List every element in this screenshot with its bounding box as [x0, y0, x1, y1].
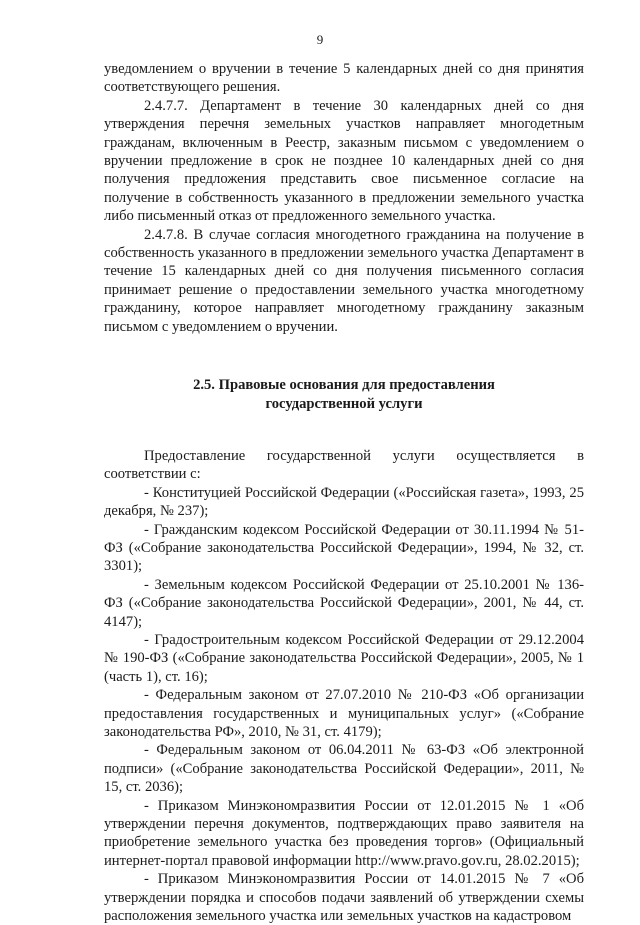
legal-basis-item-9: - Приказом Минэкономразвития России от 14.01.2015 № 7 «Об утверждении порядка и способов подачи заявлений об утверждении схемы расположения земельного участка или земельных участков на кадастровом: [104, 871, 584, 925]
section-heading-line-2: государственной услуги: [265, 395, 423, 412]
section-heading-line-1: 2.5. Правовые основания для предоставления: [193, 377, 495, 394]
legal-basis-item-5: - Градостроительным кодексом Российской Федерации от 29.12.2004 № 190-ФЗ («Собрание законодательства Российской Федерации», 2005, № 1 (часть 1), ст. 16);: [104, 631, 584, 685]
paragraph-2: 2.4.7.7. Департамент в течение 30 календарных дней со дня утверждения перечня земельных участков направляет многодетным гражданам, включенным в Реестр, заказным письмом с уведомлением о вручении предложение в срок не позднее 10 календарных дней со дня получения предложения представить свое письменное согласие на получение в собственность указанного в предложении земельного участка либо письменный отказ от предложенного земельного участка.: [104, 97, 584, 225]
spacer: [104, 336, 584, 376]
top-paragraphs: [104, 60, 584, 336]
page-number: 9: [316, 32, 324, 47]
legal-basis-item-7: - Федеральным законом от 06.04.2011 № 63-ФЗ «Об электронной подписи» («Собрание законодательства Российской Федерации», 2011, № 15, ст. 2036);: [104, 742, 584, 796]
legal-basis-list: [104, 447, 584, 925]
legal-basis-item-2: - Конституцией Российской Федерации («Российская газета», 1993, 25 декабря, № 237);: [104, 484, 584, 520]
legal-basis-item-4: - Земельным кодексом Российской Федерации от 25.10.2001 № 136-ФЗ («Собрание законодательства Российской Федерации», 2001, № 44, ст. 4147);: [104, 576, 584, 630]
document-body: [104, 60, 584, 925]
legal-basis-item-6: - Федеральным законом от 27.07.2010 № 210-ФЗ «Об организации предоставления государственных и муниципальных услуг» («Собрание законодательства РФ», 2010, № 31, ст. 4179);: [104, 687, 584, 740]
legal-basis-item-3: - Гражданским кодексом Российской Федерации от 30.11.1994 № 51-ФЗ («Собрание законодательства Российской Федерации», 1994, № 32, ст. 3301);: [104, 521, 584, 575]
legal-basis-item-8: - Приказом Минэкономразвития России от 12.01.2015 № 1 «Об утверждении перечня документов, подтверждающих право заявителя на приобретение земельного участка без проведения торгов» (Официальный интернет-портал правовой информации http://www.pravo.gov.ru, 28.02.2015);: [104, 797, 584, 869]
spacer: [104, 413, 584, 447]
legal-basis-item-1: Предоставление государственной услуги осуществляется в соответствии с:: [104, 447, 584, 483]
paragraph-1: уведомлением о вручении в течение 5 календарных дней со дня принятия соответствующего решения.: [104, 61, 584, 96]
paragraph-3: 2.4.7.8. В случае согласия многодетного гражданина на получение в собственность указанного в предложении земельного участка Департамент в течение 15 календарных дней со дня получения письменного согласия принимает решение о предоставлении земельного участка многодетному гражданину, которое направляет многодетному гражданину заказным письмом с уведомлением о вручении.: [104, 226, 584, 335]
section-heading: [104, 376, 584, 413]
